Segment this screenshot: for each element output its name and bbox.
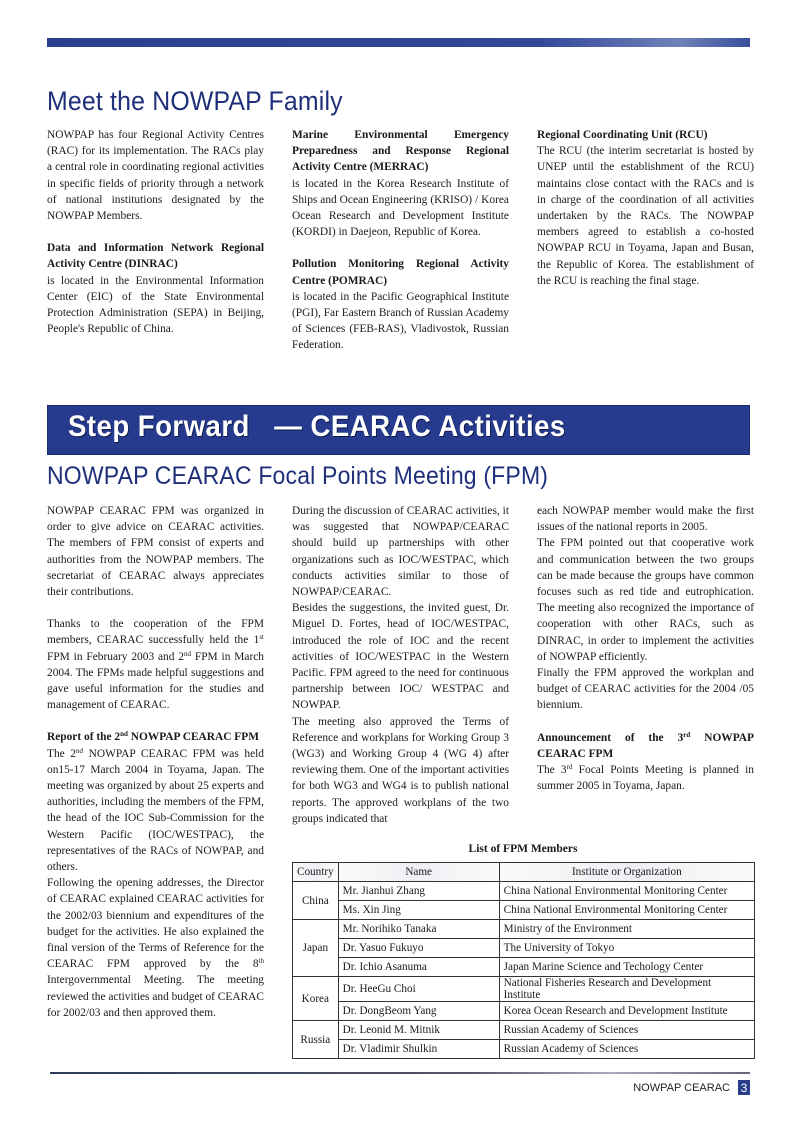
table-row (293, 1002, 755, 1021)
working-groups-paragraph: The meeting also approved the Terms of Reference and workplans for Working Group 3 (WG3) and Working Group 4 (WG 4) after reviewing them. One of the important activities for both WG3 and WG4 is to publish national reports. The approved workplans of the two groups indicated that (292, 715, 509, 825)
organization-cell: Japan Marine Science and Techology Center (499, 958, 754, 977)
table-row (293, 920, 755, 939)
announcement-heading: Announcement of the 3rd NOWPAP CEARAC FPM (537, 730, 754, 760)
table-header-row (293, 863, 755, 882)
fpm-column-3 (537, 503, 754, 794)
name-cell: Mr. Norihiko Tanaka (338, 920, 499, 939)
organization-cell: Ministry of the Environment (499, 920, 754, 939)
workplan-paragraph: Finally the FPM approved the workplan and budget of CEARAC activities for the 2004 /05 biennium. (537, 667, 754, 712)
pomrac-body: is located in the Pacific Geographical Institute (PGI), Far Eastern Branch of Russian Academy of Sciences (FEB-RAS), Vladivostok, Russian Federation. (292, 290, 509, 352)
organization-cell: China National Environmental Monitoring Center (499, 882, 754, 901)
organization-cell: Korea Ocean Research and Development Institute (499, 1002, 754, 1021)
footer-divider (50, 1072, 750, 1074)
meet-column-1 (47, 127, 264, 337)
page-footer (633, 1080, 750, 1095)
organization-cell: National Fisheries Research and Development Institute (499, 977, 754, 1002)
organization-cell: China National Environmental Monitoring Center (499, 901, 754, 920)
table-row (293, 1040, 755, 1059)
organization-cell: Russian Academy of Sciences (499, 1040, 754, 1059)
column-header-organization: Institute or Organization (499, 863, 754, 882)
rcu-heading: Regional Coordinating Unit (RCU) (537, 129, 708, 141)
organization-cell: The University of Tokyo (499, 939, 754, 958)
name-cell: Dr. DongBeom Yang (338, 1002, 499, 1021)
name-cell: Ms. Xin Jing (338, 901, 499, 920)
country-cell: China (293, 882, 339, 920)
report-paragraph-2: Following the opening addresses, the Director of CEARAC explained CEARAC activities for the 2002/03 biennium and expenditures of the budget for the activities. He also explained the final version of the Terms of Reference for the CEARAC FPM approved by the 8th Intergovernmental Meeting. The meeting reviewed the activities and budget of CEARAC for 2002/03 and then approved them. (47, 877, 265, 1019)
guest-paragraph: Besides the suggestions, the invited guest, Dr. Miguel D. Fortes, head of IOC/WESTPAC, introduced the role of IOC and the recent activities of IOC/WESTPAC in the Western Pacific. FPM agreed to the need for continuous partnership between IOC/ WESTPAC and NOWPAP. (292, 602, 509, 712)
rcu-body: The RCU (the interim secretariat is hosted by UNEP until the establishment of the RCU) maintains close contact with the RACs and is in charge of the coordination of all activities undertaken by the RACs. The NOWPAP members agreed to establish a co-hosted NOWPAP RCU in Toyama, Japan and Busan, the Republic of Korea. The establishment of the RCU is reaching the final stage. (537, 145, 754, 287)
country-cell: Japan (293, 920, 339, 977)
name-cell: Mr. Jianhui Zhang (338, 882, 499, 901)
meet-column-3 (537, 127, 754, 289)
fpm-column-1 (47, 503, 264, 1021)
fpm-column-2 (292, 503, 509, 827)
organization-cell: Russian Academy of Sciences (499, 1021, 754, 1040)
merrac-heading: Marine Environmental Emergency Preparedness and Response Regional Activity Centre (MERRAC) (292, 129, 509, 174)
page-number: 3 (738, 1080, 750, 1095)
dinrac-heading: Data and Information Network Regional Activity Centre (DINRAC) (47, 242, 264, 271)
publication-name: NOWPAP CEARAC (633, 1081, 730, 1094)
report-heading: Report of the 2nd NOWPAP CEARAC FPM (47, 730, 259, 744)
banner-title: Step Forward — CEARAC Activities (68, 410, 566, 443)
section-banner (47, 405, 750, 455)
merrac-body: is located in the Korea Research Institute of Ships and Ocean Engineering (KRISO) / Korea Ocean Research and Development Institute (KORDI) in Daejeon, Republic of Korea. (292, 177, 509, 239)
country-cell: Korea (293, 977, 339, 1021)
fpm-members-table (292, 862, 755, 1059)
table-caption: List of FPM Members (468, 843, 578, 855)
fpm-intro-paragraph: NOWPAP CEARAC FPM was organized in order to give advice on CEARAC activities. The members of FPM consist of experts and authorities from the NOWPAP members. The secretariat of CEARAC always appreciates their contributions. (47, 505, 264, 599)
table-row (293, 882, 755, 901)
discussion-paragraph: During the discussion of CEARAC activities, it was suggested that NOWPAP/CEARAC should build up partnerships with other organizations such as IOC/WESTPAC, which conducts activities similar to those of NOWPAP/CEARAC. (292, 505, 509, 599)
meet-intro-paragraph: NOWPAP has four Regional Activity Centres (RAC) for its implementation. The RACs play a central role in coordinating regional activities in specific fields of priority through a network of national institutions designated by the NOWPAP Members. (47, 129, 264, 223)
table-row (293, 958, 755, 977)
fpm-history-paragraph: Thanks to the cooperation of the FPM members, CEARAC successfully held the 1st FPM in February 2003 and 2nd FPM in March 2004. The FPMs made helpful suggestions and gave useful information for the studies and management of CEARAC. (47, 618, 264, 712)
meet-column-2 (292, 127, 509, 354)
dinrac-body: is located in the Environmental Information Center (EIC) of the State Environmental Protection Administration (SEPA) in Beijing, People's Republic of China. (47, 274, 264, 336)
name-cell: Dr. Vladimir Shulkin (338, 1040, 499, 1059)
cooperation-paragraph: The FPM pointed out that cooperative work and communication between the two groups can be made because the groups have common focuses such as red tide and eutrophication. The meeting also recognized the importance of cooperation with other RACs, such as DINRAC, in order to implement the activities of NOWPAP efficiently. (537, 537, 754, 663)
top-decorative-bar (47, 38, 750, 47)
name-cell: Dr. HeeGu Choi (338, 977, 499, 1002)
table-row (293, 901, 755, 920)
table-row (293, 977, 755, 1002)
column-header-name: Name (338, 863, 499, 882)
fpm-article-title: NOWPAP CEARAC Focal Points Meeting (FPM) (47, 462, 549, 490)
table-row (293, 939, 755, 958)
announcement-body: The 3rd Focal Points Meeting is planned in summer 2005 in Toyama, Japan. (537, 763, 754, 793)
name-cell: Dr. Yasuo Fukuyo (338, 939, 499, 958)
table-row (293, 1021, 755, 1040)
name-cell: Dr. Leonid M. Mitnik (338, 1021, 499, 1040)
report-paragraph-1: The 2nd NOWPAP CEARAC FPM was held on15-17 March 2004 in Toyama, Japan. The meeting was organized by about 25 experts and authorities, including the members of the FPM, the head of the IOC Sub-Commission for the Western Pacific (IOC/WESTPAC), the representatives of the RACs of NOWPAP, and others. (47, 746, 264, 874)
pomrac-heading: Pollution Monitoring Regional Activity Centre (POMRAC) (292, 258, 509, 287)
national-reports-paragraph: each NOWPAP member would make the first issues of the national reports in 2005. (537, 505, 754, 534)
column-header-country: Country (293, 863, 339, 882)
country-cell: Russia (293, 1021, 339, 1059)
section-title-meet-family: Meet the NOWPAP Family (47, 86, 343, 116)
name-cell: Dr. Ichio Asanuma (338, 958, 499, 977)
